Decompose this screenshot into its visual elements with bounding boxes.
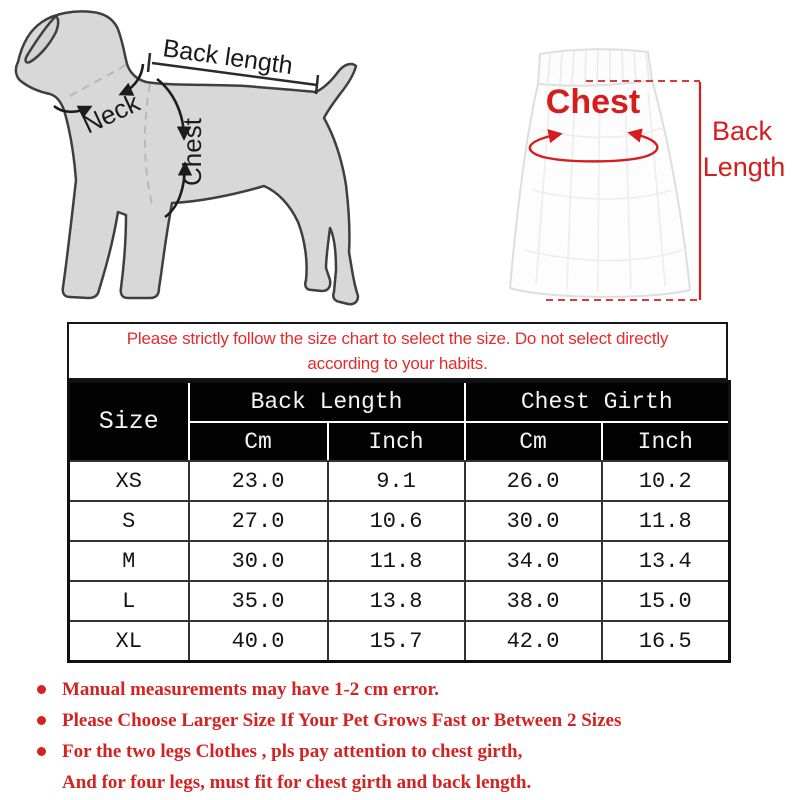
note-text: Manual measurements may have 1-2 cm error. xyxy=(62,678,439,700)
cell-chest-cm: 42.0 xyxy=(465,621,602,662)
header-size: Size xyxy=(69,382,189,462)
note-text: And for four legs, must fit for chest girth and back length. xyxy=(62,771,532,793)
cell-chest-cm: 26.0 xyxy=(465,461,602,501)
note-line xyxy=(33,767,788,798)
cell-chest-inch: 10.2 xyxy=(602,461,730,501)
cell-size: S xyxy=(69,501,189,541)
note-text: Please Choose Larger Size If Your Pet Grows Fast or Between 2 Sizes xyxy=(62,709,622,731)
cell-back-cm: 35.0 xyxy=(189,581,328,621)
cell-back-inch: 11.8 xyxy=(328,541,465,581)
cell-size: M xyxy=(69,541,189,581)
table-row xyxy=(69,461,730,501)
bullet-icon xyxy=(33,747,62,756)
table-row xyxy=(69,621,730,662)
cell-chest-cm: 38.0 xyxy=(465,581,602,621)
cell-size: XS xyxy=(69,461,189,501)
header-chest-inch: Inch xyxy=(602,422,730,461)
size-warning-box xyxy=(67,322,728,380)
cell-back-inch: 9.1 xyxy=(328,461,465,501)
note-line xyxy=(33,705,788,736)
cell-chest-inch: 15.0 xyxy=(602,581,730,621)
cell-chest-inch: 16.5 xyxy=(602,621,730,662)
header-back-inch: Inch xyxy=(328,422,465,461)
dog-neck-label: Neck xyxy=(77,87,145,140)
sweater-measurement-diagram xyxy=(400,0,800,320)
table-row xyxy=(69,581,730,621)
header-back-cm: Cm xyxy=(189,422,328,461)
cell-chest-inch: 13.4 xyxy=(602,541,730,581)
note-line xyxy=(33,674,788,705)
note-text: For the two legs Clothes , pls pay attention to chest girth, xyxy=(62,740,523,762)
cell-chest-inch: 11.8 xyxy=(602,501,730,541)
dog-measurement-diagram xyxy=(0,0,400,320)
warning-line-1: Please strictly follow the size chart to select the size. Do not select directly xyxy=(126,329,669,348)
sweater-chest-label: Chest xyxy=(545,83,641,121)
cell-back-cm: 40.0 xyxy=(189,621,328,662)
cell-back-inch: 13.8 xyxy=(328,581,465,621)
header-chest-girth: Chest Girth xyxy=(465,382,730,423)
dog-chest-label: Chest xyxy=(177,118,207,186)
cell-size: L xyxy=(69,581,189,621)
cell-back-cm: 30.0 xyxy=(189,541,328,581)
size-chart-table xyxy=(67,380,731,663)
header-back-length: Back Length xyxy=(189,382,465,423)
cell-size: XL xyxy=(69,621,189,662)
cell-back-inch: 10.6 xyxy=(328,501,465,541)
sweater-back-label: Back xyxy=(711,116,773,146)
dog-back-length-label: Back length xyxy=(161,34,295,81)
table-row xyxy=(69,501,730,541)
cell-back-cm: 27.0 xyxy=(189,501,328,541)
cell-chest-cm: 34.0 xyxy=(465,541,602,581)
bullet-icon xyxy=(33,716,62,725)
sweater-length-label: Length xyxy=(702,152,786,182)
cell-back-cm: 23.0 xyxy=(189,461,328,501)
notes-section xyxy=(33,674,788,798)
cell-chest-cm: 30.0 xyxy=(465,501,602,541)
warning-line-2: according to your habits. xyxy=(307,354,488,373)
header-chest-cm: Cm xyxy=(465,422,602,461)
cell-back-inch: 15.7 xyxy=(328,621,465,662)
table-row xyxy=(69,541,730,581)
bullet-icon xyxy=(33,685,62,694)
note-line xyxy=(33,736,788,767)
